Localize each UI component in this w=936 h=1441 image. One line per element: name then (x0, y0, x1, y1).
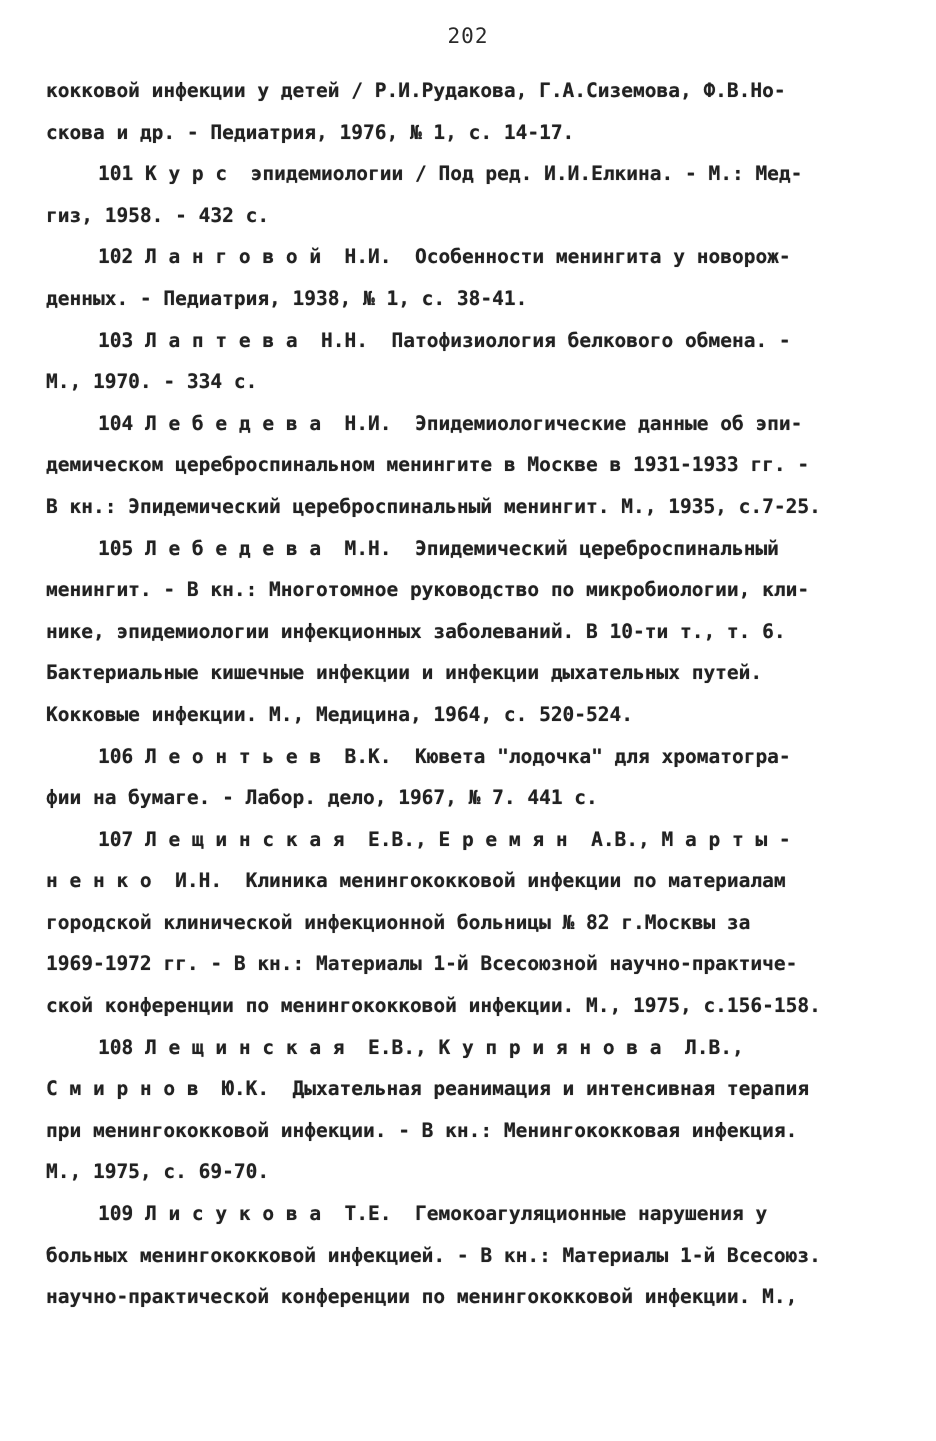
text-line: М., 1970. - 334 с. (46, 370, 258, 394)
text-line: 107 Л е щ и н с к а я Е.В., Е р е м я н А.В., М а р т ы - (98, 827, 791, 851)
reference-list (46, 76, 906, 1324)
text-line: 105 Л е б е д е в а М.Н. Эпидемический цереброспинальный (98, 536, 779, 560)
page-number: 202 (447, 24, 489, 48)
text-line: городской клинической инфекционной больницы № 82 г.Москвы за (46, 910, 751, 934)
text-line: больных менингококковой инфекцией. - В кн.: Материалы 1-й Всесоюз. (46, 1243, 821, 1267)
text-line: М., 1975, с. 69-70. (46, 1160, 270, 1184)
text-line: при менингококковой инфекции. - В кн.: Менингококковая инфекция. (46, 1118, 798, 1142)
text-line: денных. - Педиатрия, 1938, № 1, с. 38-41. (46, 286, 528, 310)
text-line: 103 Л а п т е в а Н.Н. Патофизиология белкового обмена. - (98, 328, 791, 352)
text-line: Кокковые инфекции. М., Медицина, 1964, с. 520-524. (46, 702, 633, 726)
text-line: научно-практической конференции по менингококковой инфекции. М., (46, 1285, 798, 1309)
text-line: 101 К у р с эпидемиологии / Под ред. И.И.Елкина. - М.: Мед- (98, 162, 803, 186)
text-line: нике, эпидемиологии инфекционных заболеваний. В 10-ти т., т. 6. (46, 619, 786, 643)
text-line: 1969-1972 гг. - В кн.: Материалы 1-й Всесоюзной научно-практиче- (46, 952, 798, 976)
text-line: 106 Л е о н т ь е в В.К. Кювета "лодочка" для хроматогра- (98, 744, 791, 768)
text-line: фии на бумаге. - Лабор. дело, 1967, № 7. 441 с. (46, 786, 598, 810)
text-line: н е н к о И.Н. Клиника менингококковой инфекции по материалам (46, 869, 786, 893)
text-line: гиз, 1958. - 432 с. (46, 203, 270, 227)
text-line: 108 Л е щ и н с к а я Е.В., К у п р и я н о в а Л.В., (98, 1035, 744, 1059)
text-line: кокковой инфекции у детей / Р.И.Рудакова, Г.А.Сиземова, Ф.В.Но- (46, 79, 786, 102)
text-line: В кн.: Эпидемический цереброспинальный менингит. М., 1935, с.7-25. (46, 494, 821, 518)
text-line: Бактериальные кишечные инфекции и инфекции дыхательных путей. (46, 661, 763, 685)
text-line: 102 Л а н г о в о й Н.И. Особенности менингита у новорож- (98, 245, 791, 269)
text-line: скова и др. - Педиатрия, 1976, № 1, с. 14-17. (46, 120, 575, 144)
text-line: ской конференции по менингококковой инфекции. М., 1975, с.156-158. (46, 994, 821, 1018)
text-line: демическом цереброспинальном менингите в Москве в 1931-1933 гг. - (46, 453, 810, 477)
text-line: С м и р н о в Ю.К. Дыхательная реанимация и интенсивная терапия (46, 1077, 810, 1101)
text-line: 109 Л и с у к о в а Т.Е. Гемокоагуляционные нарушения у (98, 1202, 768, 1226)
text-line: менингит. - В кн.: Многотомное руководство по микробиологии, кли- (46, 578, 810, 602)
text-line: 104 Л е б е д е в а Н.И. Эпидемиологические данные об эпи- (98, 411, 803, 435)
